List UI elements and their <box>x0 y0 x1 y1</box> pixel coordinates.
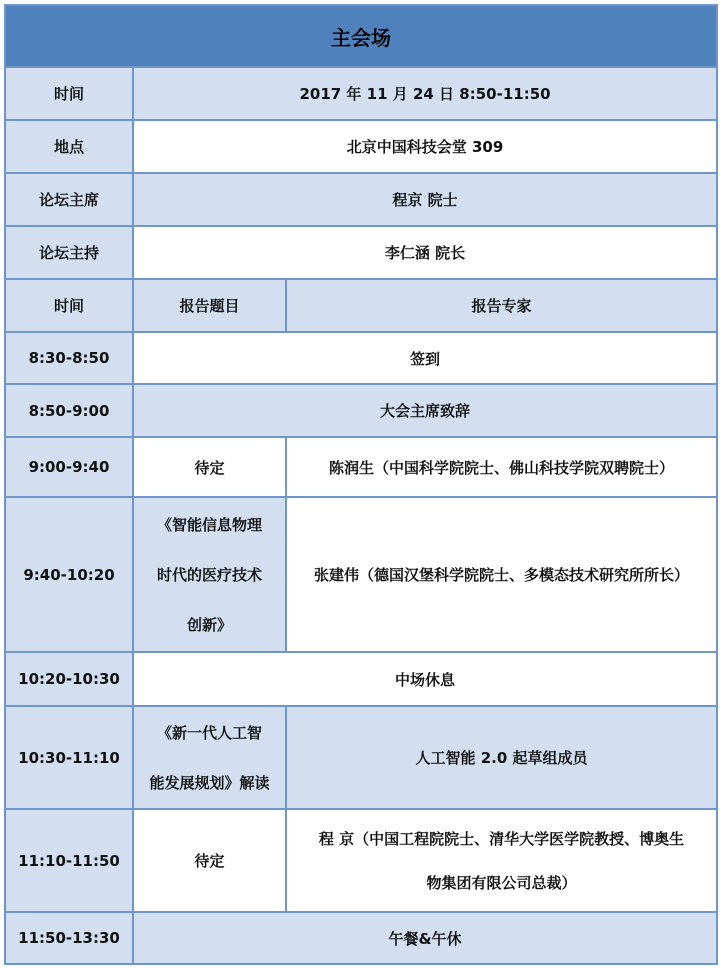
schedule-row <box>5 332 717 384</box>
session-item: 中场休息 <box>133 652 717 706</box>
topic-line: 时代的医疗技术 <box>156 565 262 584</box>
speaker-line: 程 京（中国工程院院士、清华大学医学院教授、博奥生 <box>318 829 685 848</box>
topic-line: 能发展规划》解读 <box>149 773 270 792</box>
session-speaker: 陈润生（中国科学院院士、佛山科技学院双聘院士） <box>286 437 717 497</box>
session-time: 8:50-9:00 <box>5 384 133 437</box>
info-value: 李仁涵 院长 <box>133 226 717 279</box>
session-item: 签到 <box>133 332 717 384</box>
agenda-table <box>4 4 718 965</box>
session-time: 9:40-10:20 <box>5 497 133 652</box>
venue-title: 主会场 <box>5 5 717 67</box>
session-item: 午餐&午休 <box>133 912 717 964</box>
info-value: 北京中国科技会堂 309 <box>133 120 717 173</box>
session-topic <box>133 497 286 652</box>
schedule-row <box>5 497 717 652</box>
session-speaker: 人工智能 2.0 起草组成员 <box>286 706 717 809</box>
column-header-topic: 报告题目 <box>133 279 286 332</box>
schedule-row <box>5 912 717 964</box>
session-topic <box>133 706 286 809</box>
session-topic: 待定 <box>133 809 286 912</box>
schedule-row <box>5 706 717 809</box>
column-header-row <box>5 279 717 332</box>
info-row-chair <box>5 173 717 226</box>
session-time: 10:30-11:10 <box>5 706 133 809</box>
session-time: 10:20-10:30 <box>5 652 133 706</box>
session-time: 11:50-13:30 <box>5 912 133 964</box>
title-row <box>5 5 717 67</box>
schedule-row <box>5 809 717 912</box>
info-row-time <box>5 67 717 120</box>
session-speaker: 张建伟（德国汉堡科学院院士、多模态技术研究所所长） <box>286 497 717 652</box>
topic-line: 《智能信息物理 <box>156 515 262 534</box>
session-time: 8:30-8:50 <box>5 332 133 384</box>
column-header-time: 时间 <box>5 279 133 332</box>
session-time: 11:10-11:50 <box>5 809 133 912</box>
topic-line: 《新一代人工智 <box>156 723 262 742</box>
session-item: 大会主席致辞 <box>133 384 717 437</box>
info-label: 论坛主席 <box>5 173 133 226</box>
schedule-row <box>5 437 717 497</box>
info-label: 地点 <box>5 120 133 173</box>
info-label: 时间 <box>5 67 133 120</box>
speaker-line: 物集团有限公司总裁） <box>426 873 577 892</box>
topic-line: 创新》 <box>186 615 232 634</box>
info-value: 程京 院士 <box>133 173 717 226</box>
schedule-row <box>5 384 717 437</box>
column-header-speaker: 报告专家 <box>286 279 717 332</box>
info-label: 论坛主持 <box>5 226 133 279</box>
session-speaker <box>286 809 717 912</box>
info-row-location <box>5 120 717 173</box>
info-row-host <box>5 226 717 279</box>
session-topic: 待定 <box>133 437 286 497</box>
schedule-row <box>5 652 717 706</box>
session-time: 9:00-9:40 <box>5 437 133 497</box>
info-value: 2017 年 11 月 24 日 8:50-11:50 <box>133 67 717 120</box>
